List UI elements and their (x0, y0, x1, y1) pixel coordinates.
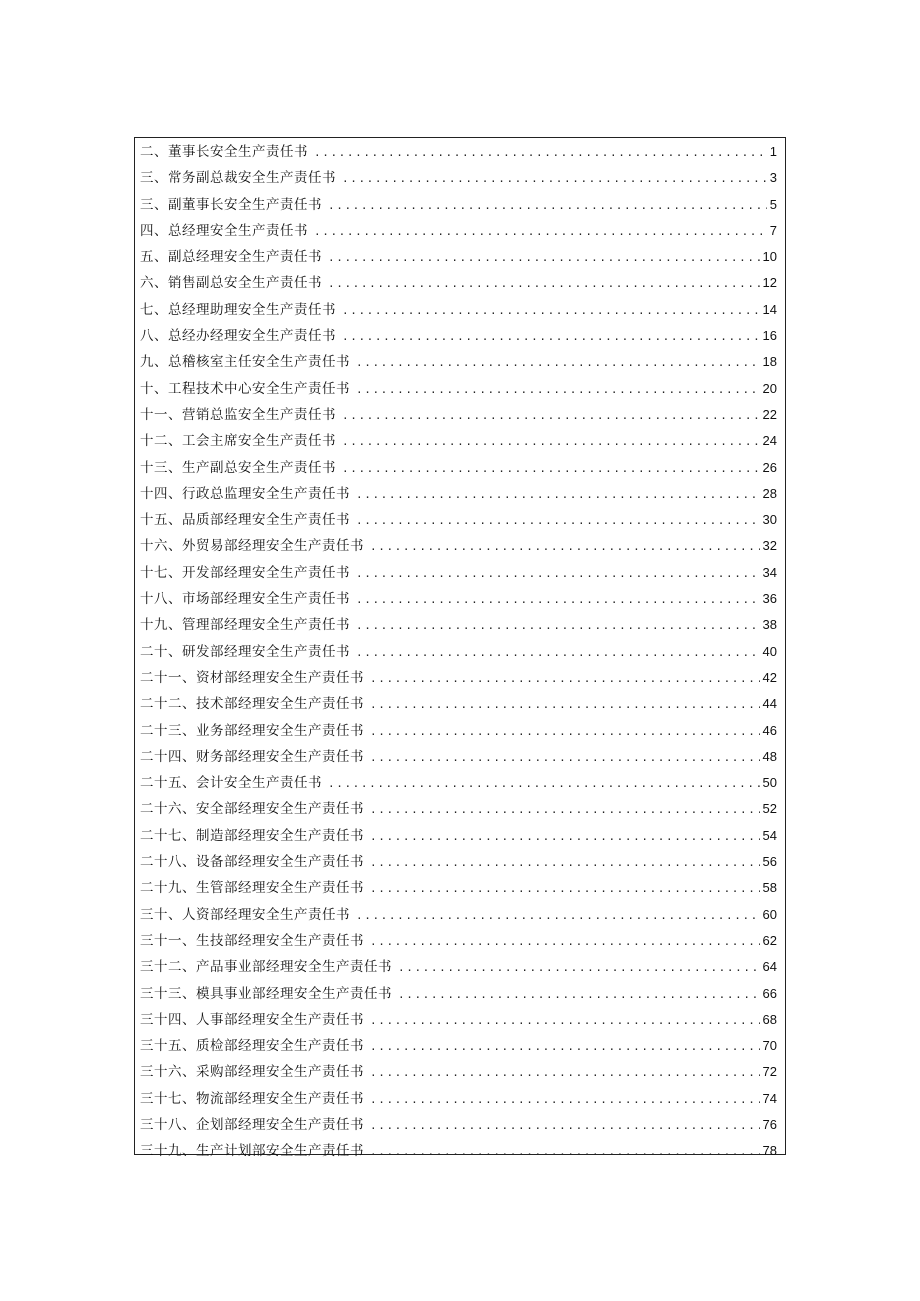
toc-dot-leader (356, 508, 760, 534)
toc-entry-title: 十八、市场部经理安全生产责任书 (140, 591, 350, 608)
toc-entry[interactable] (140, 770, 777, 796)
toc-entry-title: 三十五、质检部经理安全生产责任书 (140, 1038, 364, 1055)
toc-entry-title: 二十一、资材部经理安全生产责任书 (140, 669, 364, 686)
toc-entry-title: 十三、生产副总安全生产责任书 (140, 459, 336, 476)
toc-entry-page-number: 10 (762, 249, 777, 265)
toc-entry-page-number: 3 (769, 170, 777, 186)
toc-entry-title: 五、副总经理安全生产责任书 (140, 249, 322, 266)
toc-dot-leader (328, 193, 767, 219)
toc-dot-leader (356, 903, 760, 929)
toc-entry-page-number: 26 (762, 459, 777, 475)
toc-entry[interactable] (140, 507, 777, 533)
toc-entry-page-number: 30 (762, 512, 777, 528)
toc-entry[interactable] (140, 1112, 777, 1138)
toc-entry[interactable] (140, 744, 777, 770)
toc-entry-title: 三十一、生技部经理安全生产责任书 (140, 932, 364, 949)
toc-entry[interactable] (140, 165, 777, 191)
toc-entry-page-number: 56 (762, 854, 777, 870)
toc-entry-page-number: 38 (762, 617, 777, 633)
toc-dot-leader (342, 166, 767, 192)
toc-dot-leader (356, 482, 760, 508)
toc-dot-leader (370, 692, 760, 718)
toc-entry[interactable] (140, 270, 777, 296)
toc-entry-page-number: 42 (762, 669, 777, 685)
toc-entry-page-number: 16 (762, 328, 777, 344)
toc-entry-title: 二十五、会计安全生产责任书 (140, 775, 322, 792)
toc-entry-page-number: 14 (762, 301, 777, 317)
toc-entry-page-number: 44 (762, 696, 777, 712)
toc-entry-page-number: 66 (762, 985, 777, 1001)
toc-dot-leader (342, 456, 760, 482)
toc-entry[interactable] (140, 192, 777, 218)
toc-entry-page-number: 34 (762, 564, 777, 580)
toc-dot-leader (342, 324, 760, 350)
toc-entry[interactable] (140, 612, 777, 638)
toc-entry[interactable] (140, 402, 777, 428)
table-of-contents (134, 137, 786, 1160)
toc-entry-page-number: 50 (762, 775, 777, 791)
toc-entry-title: 二十七、制造部经理安全生产责任书 (140, 827, 364, 844)
toc-dot-leader (370, 534, 760, 560)
toc-entry-page-number: 62 (762, 932, 777, 948)
toc-dot-leader (370, 850, 760, 876)
toc-entry-page-number: 48 (762, 748, 777, 764)
toc-entry-page-number: 76 (762, 1116, 777, 1132)
toc-entry[interactable] (140, 139, 777, 165)
toc-entry[interactable] (140, 1059, 777, 1085)
toc-dot-leader (370, 1087, 760, 1113)
toc-entry-title: 六、销售副总安全生产责任书 (140, 275, 322, 292)
toc-entry-page-number: 74 (762, 1090, 777, 1106)
toc-dot-leader (356, 561, 760, 587)
toc-entry[interactable] (140, 455, 777, 481)
toc-entry[interactable] (140, 586, 777, 612)
toc-dot-leader (370, 929, 760, 955)
toc-dot-leader (356, 613, 760, 639)
toc-dot-leader (370, 824, 760, 850)
toc-dot-leader (342, 429, 760, 455)
toc-entry-page-number: 78 (762, 1143, 777, 1159)
toc-entry-page-number: 68 (762, 1011, 777, 1027)
toc-entry-title: 七、总经理助理安全生产责任书 (140, 301, 336, 318)
toc-entry-title: 十二、工会主席安全生产责任书 (140, 433, 336, 450)
toc-dot-leader (370, 666, 760, 692)
toc-entry-page-number: 52 (762, 801, 777, 817)
toc-entry-page-number: 36 (762, 591, 777, 607)
toc-dot-leader (356, 350, 760, 376)
toc-entry-title: 十五、品质部经理安全生产责任书 (140, 512, 350, 529)
toc-entry[interactable] (140, 297, 777, 323)
toc-entry-title: 二十六、安全部经理安全生产责任书 (140, 801, 364, 818)
toc-entry-title: 三十三、模具事业部经理安全生产责任书 (140, 985, 392, 1002)
toc-entry-title: 三、常务副总裁安全生产责任书 (140, 170, 336, 187)
toc-entry[interactable] (140, 481, 777, 507)
toc-dot-leader (370, 1113, 760, 1139)
toc-entry[interactable] (140, 823, 777, 849)
toc-entry-title: 二十、研发部经理安全生产责任书 (140, 643, 350, 660)
toc-entry-page-number: 1 (769, 144, 777, 159)
toc-dot-leader (328, 771, 760, 797)
toc-entry-page-number: 40 (762, 643, 777, 659)
toc-entry[interactable] (140, 349, 777, 375)
toc-entry-page-number: 60 (762, 906, 777, 922)
toc-entry-title: 二十三、业务部经理安全生产责任书 (140, 722, 364, 739)
toc-dot-leader (370, 1139, 760, 1165)
toc-entry-title: 三十七、物流部经理安全生产责任书 (140, 1090, 364, 1107)
toc-dot-leader (370, 719, 760, 745)
toc-entry[interactable] (140, 981, 777, 1007)
toc-entry-title: 十一、营销总监安全生产责任书 (140, 406, 336, 423)
toc-entry-page-number: 72 (762, 1064, 777, 1080)
toc-entry-page-number: 70 (762, 1038, 777, 1054)
toc-entry[interactable] (140, 639, 777, 665)
toc-entry-title: 十七、开发部经理安全生产责任书 (140, 564, 350, 581)
toc-entry-page-number: 18 (762, 354, 777, 370)
toc-entry[interactable] (140, 1086, 777, 1112)
toc-entry-page-number: 20 (762, 380, 777, 396)
toc-entry[interactable] (140, 1033, 777, 1059)
toc-entry-title: 二十九、生管部经理安全生产责任书 (140, 880, 364, 897)
toc-entry-page-number: 12 (762, 275, 777, 291)
toc-dot-leader (370, 1034, 760, 1060)
toc-dot-leader (356, 640, 760, 666)
toc-entry[interactable] (140, 954, 777, 980)
toc-entry-title: 三十八、企划部经理安全生产责任书 (140, 1116, 364, 1133)
toc-dot-leader (314, 219, 767, 245)
toc-dot-leader (370, 1008, 760, 1034)
toc-entry[interactable] (140, 244, 777, 270)
toc-entry[interactable] (140, 376, 777, 402)
toc-entry-page-number: 7 (769, 222, 777, 238)
toc-entry-title: 二十四、财务部经理安全生产责任书 (140, 748, 364, 765)
toc-entry[interactable] (140, 796, 777, 822)
toc-entry[interactable] (140, 665, 777, 691)
toc-entry-page-number: 46 (762, 722, 777, 738)
toc-entry[interactable] (140, 849, 777, 875)
toc-dot-leader (356, 587, 760, 613)
toc-entry-title: 二十二、技术部经理安全生产责任书 (140, 696, 364, 713)
toc-dot-leader (342, 403, 760, 429)
toc-entry-title: 二、董事长安全生产责任书 (140, 144, 308, 160)
toc-dot-leader (370, 1060, 760, 1086)
toc-entry-page-number: 54 (762, 827, 777, 843)
toc-entry[interactable] (140, 1138, 777, 1164)
toc-entry-page-number: 22 (762, 406, 777, 422)
toc-entry[interactable] (140, 928, 777, 954)
toc-entry-page-number: 5 (769, 196, 777, 212)
toc-entry-title: 三十六、采购部经理安全生产责任书 (140, 1064, 364, 1081)
toc-entry[interactable] (140, 218, 777, 244)
toc-dot-leader (328, 245, 760, 271)
toc-dot-leader (328, 271, 760, 297)
toc-entry-title: 四、总经理安全生产责任书 (140, 222, 308, 239)
toc-entry-page-number: 32 (762, 538, 777, 554)
toc-entry[interactable] (140, 718, 777, 744)
toc-dot-leader (398, 955, 760, 981)
toc-dot-leader (398, 982, 760, 1008)
toc-entry[interactable] (140, 875, 777, 901)
toc-dot-leader (370, 876, 760, 902)
toc-entry[interactable] (140, 560, 777, 586)
toc-entry[interactable] (140, 691, 777, 717)
toc-entry-page-number: 64 (762, 959, 777, 975)
toc-entry-title: 三十二、产品事业部经理安全生产责任书 (140, 959, 392, 976)
toc-entry[interactable] (140, 323, 777, 349)
toc-entry-page-number: 58 (762, 880, 777, 896)
toc-entry-page-number: 24 (762, 433, 777, 449)
toc-dot-leader (314, 140, 767, 166)
toc-entry-title: 十九、管理部经理安全生产责任书 (140, 617, 350, 634)
toc-entry-title: 三十、人资部经理安全生产责任书 (140, 906, 350, 923)
toc-entry-title: 八、总经办经理安全生产责任书 (140, 328, 336, 345)
toc-entry-title: 二十八、设备部经理安全生产责任书 (140, 854, 364, 871)
toc-dot-leader (356, 377, 760, 403)
toc-entry-title: 十、工程技术中心安全生产责任书 (140, 380, 350, 397)
toc-entry-title: 十六、外贸易部经理安全生产责任书 (140, 538, 364, 555)
toc-entry-title: 十四、行政总监理安全生产责任书 (140, 485, 350, 502)
toc-dot-leader (342, 298, 760, 324)
toc-entry[interactable] (140, 902, 777, 928)
toc-entry-title: 九、总稽核室主任安全生产责任书 (140, 354, 350, 371)
toc-entry-title: 三、副董事长安全生产责任书 (140, 196, 322, 213)
toc-dot-leader (370, 745, 760, 771)
toc-entry[interactable] (140, 533, 777, 559)
toc-entry-page-number: 28 (762, 485, 777, 501)
toc-entry-title: 三十四、人事部经理安全生产责任书 (140, 1011, 364, 1028)
toc-entry[interactable] (140, 1007, 777, 1033)
toc-dot-leader (370, 797, 760, 823)
toc-list (140, 138, 777, 1165)
toc-entry[interactable] (140, 428, 777, 454)
toc-entry-title: 三十九、生产计划部安全生产责任书 (140, 1143, 364, 1160)
